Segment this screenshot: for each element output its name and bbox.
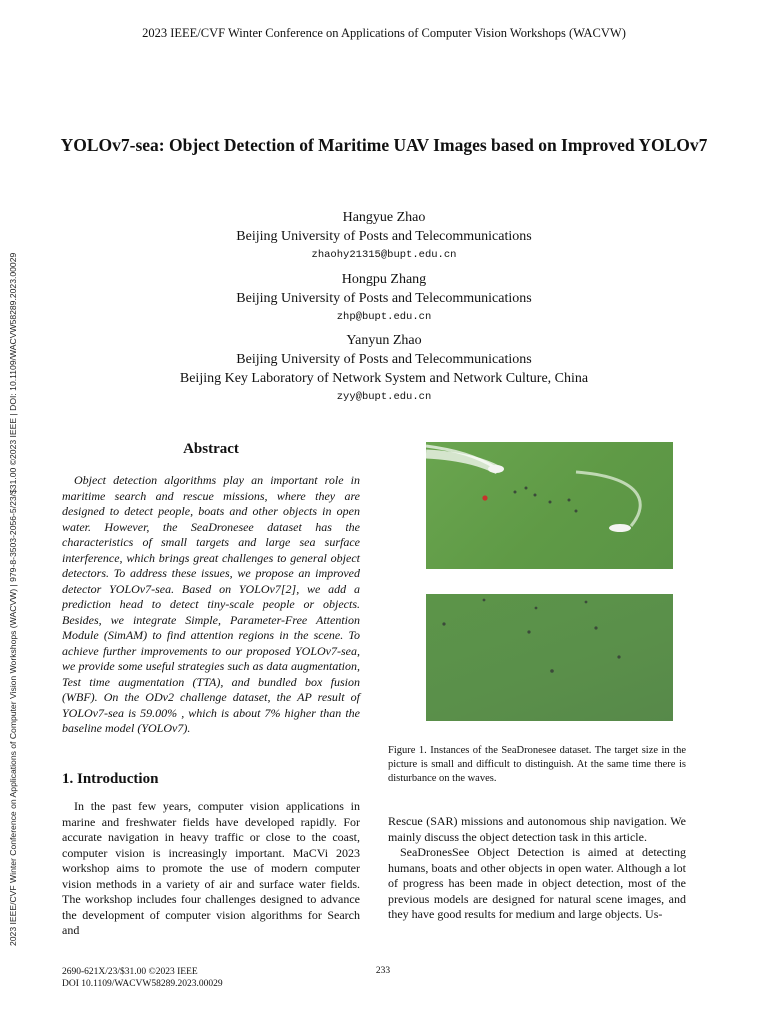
abstract-heading: Abstract xyxy=(183,441,239,457)
aerial-sea-image-1 xyxy=(426,442,673,569)
author-name: Hangyue Zhao xyxy=(342,210,426,225)
author-affiliation: Beijing University of Posts and Telecommunications xyxy=(236,352,532,367)
footer-doi: DOI 10.1109/WACVW58289.2023.00029 xyxy=(62,979,223,989)
boat-icon xyxy=(609,524,631,532)
figure-image-objects xyxy=(426,594,673,721)
side-strip: 2023 IEEE/CVF Winter Conference on Applications of Computer Vision Workshops (WACVW) | 979-8-3503-2056-5/23/$31.00 ©2023 IEEE | DOI: 10.1109/WACVW58289.2023.00029 xyxy=(8,252,18,946)
figure-image-boats xyxy=(426,442,673,569)
author-affiliation: Beijing Key Laboratory of Network System and Network Culture, China xyxy=(179,371,589,386)
aerial-sea-image-2 xyxy=(426,594,673,721)
footer xyxy=(62,966,223,990)
conference-header: 2023 IEEE/CVF Winter Conference on Applications of Computer Vision Workshops (WACVW) xyxy=(142,26,626,40)
author-affiliation: Beijing University of Posts and Telecommunications xyxy=(236,229,532,244)
introduction-paragraph: SeaDronesSee Object Detection is aimed at detecting humans, boats and other objects in open water. Although a lot of progress has been made in object detection, most of the previous models are designed for natural scene images, and they have good results for medium and large objects. Us- xyxy=(388,845,686,921)
author-email[interactable]: zhaohy21315@bupt.edu.cn xyxy=(311,249,457,261)
figure-caption: Figure 1. Instances of the SeaDronesee dataset. The target size in the picture is small and difficult to distinguish. At the same time there is disturbance on the waves. xyxy=(388,745,686,784)
introduction-paragraph-cont: Rescue (SAR) missions and autonomous ship navigation. We mainly discuss the object detection task in this article. xyxy=(388,814,686,844)
boat-icon xyxy=(488,465,504,473)
abstract-text: Object detection algorithms play an important role in maritime search and rescue missions, where they are designed to detect people, boats and other objects in open water. However, the SeaDronesee dataset has the characteristics of small targets and large sea surface interference, which brings great challenges to general object detectors. To address these issues, we propose an improved detector YOLOv7-sea. Based on YOLOv7[2], we add a prediction head to detect tiny-scale people or objects. Besides, we integrate Simple, Parameter-Free Attention Module (SimAM) to find attention regions in the scene. To achieve further improvements to our proposed YOLOv7-sea, we provide some useful strategies such as data augmentation, Test time augmentation (TTA), and bundled box fusion (WBF). On the ODv2 challenge dataset, the AP result of YOLOv7-sea is 59.00% , which is about 7% higher than the baseline model (YOLOv7). xyxy=(62,473,360,735)
introduction-heading: 1. Introduction xyxy=(62,771,159,787)
author-name: Yanyun Zhao xyxy=(346,333,422,348)
author-name: Hongpu Zhang xyxy=(341,272,427,287)
footer-issn: 2690-621X/23/$31.00 ©2023 IEEE xyxy=(62,967,198,977)
author-email[interactable]: zyy@bupt.edu.cn xyxy=(336,391,432,403)
author-affiliation: Beijing University of Posts and Telecommunications xyxy=(236,291,532,306)
page-number: 233 xyxy=(375,966,391,976)
author-email[interactable]: zhp@bupt.edu.cn xyxy=(336,311,432,323)
person-icon xyxy=(482,495,487,500)
paper-title: YOLOv7-sea: Object Detection of Maritime UAV Images based on Improved YOLOv7 xyxy=(60,135,708,155)
introduction-paragraph: In the past few years, computer vision applications in marine and freshwater fields have developed rapidly. For accurate navigation in heavy traffic or close to the coast, computer vision is increasingly important. MaCVi 2023 workshop aims to promote the use of modern computer vision methods in a variety of air and surface water fields. The workshop includes four challenges designed to advance the development of computer vision algorithms for Search and xyxy=(62,799,360,937)
